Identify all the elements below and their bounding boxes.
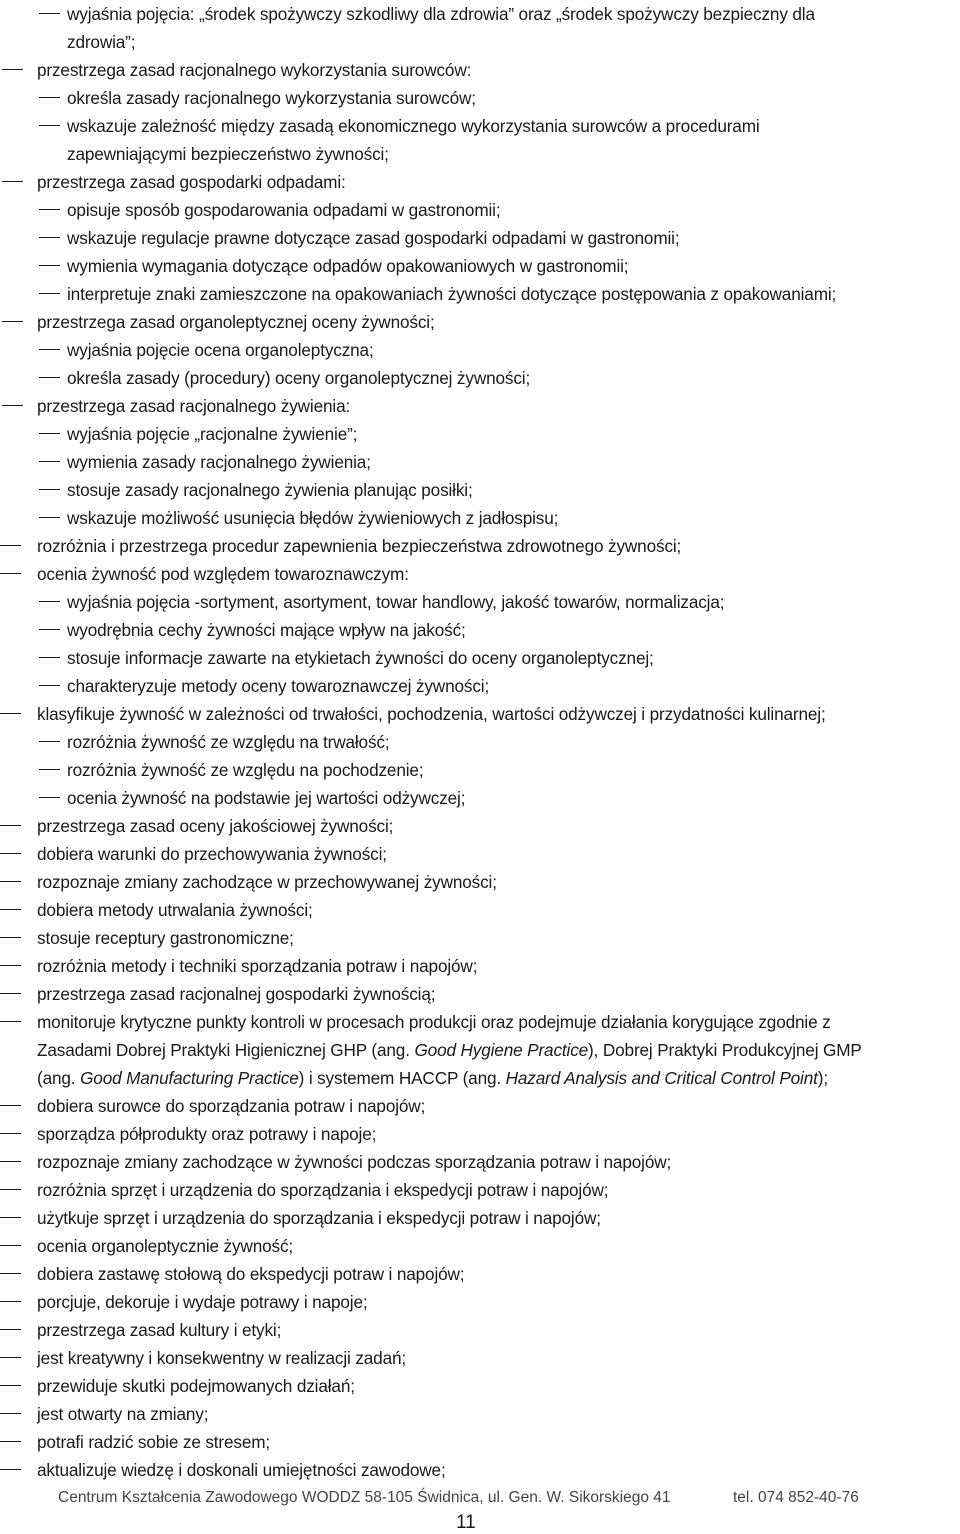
dash-bullet-icon: [0, 1413, 21, 1414]
dash-bullet-icon: [39, 461, 60, 462]
list-item: [0, 1428, 960, 1456]
item-text: Zasadami Dobrej Praktyki Higienicznej GHP (ang. Good Hygiene Practice), Dobrej Praktyki Produkcyjnej GMP: [37, 1040, 862, 1060]
dash-bullet-icon: [0, 1301, 21, 1302]
item-text: wyjaśnia pojęcie „racjonalne żywienie”;: [67, 424, 358, 444]
item-text: określa zasady (procedury) oceny organoleptycznej żywności;: [67, 368, 531, 388]
dash-bullet-icon: [39, 769, 60, 770]
item-text: przestrzega zasad racjonalnego żywienia:: [37, 396, 351, 416]
item-text: dobiera warunki do przechowywania żywności;: [37, 844, 387, 864]
dash-bullet-icon: [0, 545, 21, 546]
item-text: wskazuje regulacje prawne dotyczące zasad gospodarki odpadami w gastronomii;: [67, 228, 680, 248]
dash-bullet-icon: [0, 713, 21, 714]
sub-list-item: [0, 644, 960, 672]
dash-bullet-icon: [39, 265, 60, 266]
item-text: wyodrębnia cechy żywności mające wpływ na jakość;: [67, 620, 466, 640]
item-text: rozróżnia sprzęt i urządzenia do sporządzania i ekspedycji potraw i napojów;: [37, 1180, 609, 1200]
dash-bullet-icon: [0, 1021, 21, 1022]
dash-bullet-icon: [39, 293, 60, 294]
list-item: [0, 1288, 960, 1316]
list-item: [0, 1008, 960, 1092]
dash-bullet-icon: [0, 1469, 21, 1470]
list-item: [0, 1120, 960, 1148]
list-item: [0, 1232, 960, 1260]
sub-list-item: [0, 672, 960, 700]
dash-bullet-icon: [39, 377, 60, 378]
sub-list-item: [0, 280, 960, 308]
item-text: wyjaśnia pojęcia: „środek spożywczy szkodliwy dla zdrowia” oraz „środek spożywczy bezpieczny dla: [67, 4, 815, 24]
sub-list-item: [0, 252, 960, 280]
item-text: interpretuje znaki zamieszczone na opakowaniach żywności dotyczące postępowania z opakowaniami;: [67, 284, 837, 304]
list-item: [0, 896, 960, 924]
item-text: stosuje informacje zawarte na etykietach żywności do oceny organoleptycznej;: [67, 648, 654, 668]
sub-list-item: [0, 364, 960, 392]
sub-list-item: [0, 504, 960, 532]
list-item: [0, 560, 960, 588]
dash-bullet-icon: [2, 321, 23, 322]
dash-bullet-icon: [39, 517, 60, 518]
sub-list-item: [0, 420, 960, 448]
item-text: dobiera zastawę stołową do ekspedycji potraw i napojów;: [37, 1264, 465, 1284]
item-text: rozpoznaje zmiany zachodzące w przechowywanej żywności;: [37, 872, 497, 892]
dash-bullet-icon: [0, 1105, 21, 1106]
sub-list-item: [0, 224, 960, 252]
list-item: [0, 308, 960, 336]
item-text: jest kreatywny i konsekwentny w realizacji zadań;: [37, 1348, 407, 1368]
item-text: określa zasady racjonalnego wykorzystania surowców;: [67, 88, 476, 108]
dash-bullet-icon: [39, 209, 60, 210]
item-text: przestrzega zasad organoleptycznej oceny żywności;: [37, 312, 435, 332]
dash-bullet-icon: [0, 909, 21, 910]
item-text: jest otwarty na zmiany;: [37, 1404, 209, 1424]
list-item: [0, 1260, 960, 1288]
item-text: porcjuje, dekoruje i wydaje potrawy i napoje;: [37, 1292, 368, 1312]
item-text: wskazuje możliwość usunięcia błędów żywieniowych z jadłospisu;: [67, 508, 559, 528]
sub-list-item: [0, 728, 960, 756]
dash-bullet-icon: [0, 1441, 21, 1442]
item-text: przestrzega zasad kultury i etyki;: [37, 1320, 282, 1340]
item-text: wymienia zasady racjonalnego żywienia;: [67, 452, 371, 472]
item-text: wymienia wymagania dotyczące odpadów opakowaniowych w gastronomii;: [67, 256, 629, 276]
dash-bullet-icon: [39, 685, 60, 686]
list-item: [0, 924, 960, 952]
sub-list-item: [0, 476, 960, 504]
list-item: [0, 1372, 960, 1400]
item-text: klasyfikuje żywność w zależności od trwałości, pochodzenia, wartości odżywczej i przydatności kulinarnej;: [37, 704, 826, 724]
item-text: przestrzega zasad racjonalnej gospodarki żywnością;: [37, 984, 436, 1004]
list-item: [0, 980, 960, 1008]
item-text: rozróżnia żywność ze względu na pochodzenie;: [67, 760, 424, 780]
dash-bullet-icon: [39, 657, 60, 658]
list-item: [0, 1316, 960, 1344]
dash-bullet-icon: [0, 993, 21, 994]
dash-bullet-icon: [0, 1385, 21, 1386]
item-text: (ang. Good Manufacturing Practice) i systemem HACCP (ang. Hazard Analysis and Critical Control Point);: [37, 1068, 828, 1088]
sub-list-item: [0, 336, 960, 364]
item-text: aktualizuje wiedzę i doskonali umiejętności zawodowe;: [37, 1460, 446, 1480]
item-text: wskazuje zależność między zasadą ekonomicznego wykorzystania surowców a procedurami: [67, 116, 760, 136]
list-item: [0, 532, 960, 560]
item-text: ocenia żywność na podstawie jej wartości odżywczej;: [67, 788, 466, 808]
dash-bullet-icon: [0, 965, 21, 966]
list-item: [0, 812, 960, 840]
item-text: sporządza półprodukty oraz potrawy i napoje;: [37, 1124, 377, 1144]
page-number: 11: [456, 1512, 476, 1533]
item-text: wyjaśnia pojęcia -sortyment, asortyment, towar handlowy, jakość towarów, normalizacja;: [67, 592, 725, 612]
dash-bullet-icon: [0, 1133, 21, 1134]
list-item: [0, 1456, 960, 1484]
item-text: opisuje sposób gospodarowania odpadami w gastronomii;: [67, 200, 501, 220]
item-text: przestrzega zasad gospodarki odpadami:: [37, 172, 346, 192]
item-text: rozpoznaje zmiany zachodzące w żywności podczas sporządzania potraw i napojów;: [37, 1152, 672, 1172]
dash-bullet-icon: [0, 573, 21, 574]
dash-bullet-icon: [0, 1273, 21, 1274]
list-item: [0, 1400, 960, 1428]
item-text: rozróżnia żywność ze względu na trwałość;: [67, 732, 390, 752]
list-item: [0, 56, 960, 84]
dash-bullet-icon: [2, 69, 23, 70]
dash-bullet-icon: [0, 937, 21, 938]
dash-bullet-icon: [0, 1357, 21, 1358]
item-text: dobiera metody utrwalania żywności;: [37, 900, 313, 920]
dash-bullet-icon: [2, 181, 23, 182]
dash-bullet-icon: [39, 97, 60, 98]
dash-bullet-icon: [39, 237, 60, 238]
dash-bullet-icon: [39, 125, 60, 126]
dash-bullet-icon: [0, 881, 21, 882]
list-item: [0, 868, 960, 896]
dash-bullet-icon: [0, 1161, 21, 1162]
item-text: potrafi radzić sobie ze stresem;: [37, 1432, 271, 1452]
item-text: stosuje receptury gastronomiczne;: [37, 928, 294, 948]
item-text: charakteryzuje metody oceny towaroznawczej żywności;: [67, 676, 490, 696]
item-text: przewiduje skutki podejmowanych działań;: [37, 1376, 355, 1396]
list-item: [0, 952, 960, 980]
sub-list-item: [0, 112, 960, 168]
list-item: [0, 168, 960, 196]
item-text: użytkuje sprzęt i urządzenia do sporządzania i ekspedycji potraw i napojów;: [37, 1208, 601, 1228]
list-item: [0, 392, 960, 420]
list-item: [0, 840, 960, 868]
footer-address: Centrum Kształcenia Zawodowego WODDZ 58-105 Świdnica, ul. Gen. W. Sikorskiego 41: [58, 1489, 671, 1506]
dash-bullet-icon: [39, 741, 60, 742]
dash-bullet-icon: [2, 405, 23, 406]
item-text: wyjaśnia pojęcie ocena organoleptyczna;: [67, 340, 374, 360]
item-text: przestrzega zasad racjonalnego wykorzystania surowców:: [37, 60, 472, 80]
item-text: monitoruje krytyczne punkty kontroli w procesach produkcji oraz podejmuje działania korygujące zgodnie z: [37, 1012, 831, 1032]
item-text: dobiera surowce do sporządzania potraw i napojów;: [37, 1096, 426, 1116]
sub-list-item: [0, 448, 960, 476]
sub-list-item: [0, 0, 960, 56]
item-text: przestrzega zasad oceny jakościowej żywności;: [37, 816, 394, 836]
dash-bullet-icon: [39, 13, 60, 14]
dash-bullet-icon: [0, 1245, 21, 1246]
item-text: ocenia organoleptycznie żywność;: [37, 1236, 294, 1256]
sub-list-item: [0, 196, 960, 224]
dash-bullet-icon: [0, 853, 21, 854]
list-item: [0, 1092, 960, 1120]
sub-list-item: [0, 784, 960, 812]
sub-list-item: [0, 84, 960, 112]
dash-bullet-icon: [39, 489, 60, 490]
item-text: zdrowia”;: [67, 32, 136, 52]
item-text: rozróżnia i przestrzega procedur zapewnienia bezpieczeństwa zdrowotnego żywności;: [37, 536, 682, 556]
list-item: [0, 1204, 960, 1232]
sub-list-item: [0, 756, 960, 784]
dash-bullet-icon: [0, 1217, 21, 1218]
sub-list-item: [0, 588, 960, 616]
list-item: [0, 700, 960, 728]
sub-list-item: [0, 616, 960, 644]
dash-bullet-icon: [39, 629, 60, 630]
item-text: stosuje zasady racjonalnego żywienia planując posiłki;: [67, 480, 473, 500]
dash-bullet-icon: [39, 433, 60, 434]
item-text: ocenia żywność pod względem towaroznawczym:: [37, 564, 409, 584]
dash-bullet-icon: [39, 601, 60, 602]
footer-phone: tel. 074 852-40-76: [733, 1489, 859, 1506]
item-text: zapewniającymi bezpieczeństwo żywności;: [67, 144, 389, 164]
list-item: [0, 1344, 960, 1372]
dash-bullet-icon: [39, 349, 60, 350]
dash-bullet-icon: [0, 1189, 21, 1190]
list-item: [0, 1148, 960, 1176]
list-item: [0, 1176, 960, 1204]
dash-bullet-icon: [39, 797, 60, 798]
item-text: rozróżnia metody i techniki sporządzania potraw i napojów;: [37, 956, 478, 976]
dash-bullet-icon: [0, 1329, 21, 1330]
dash-bullet-icon: [0, 825, 21, 826]
